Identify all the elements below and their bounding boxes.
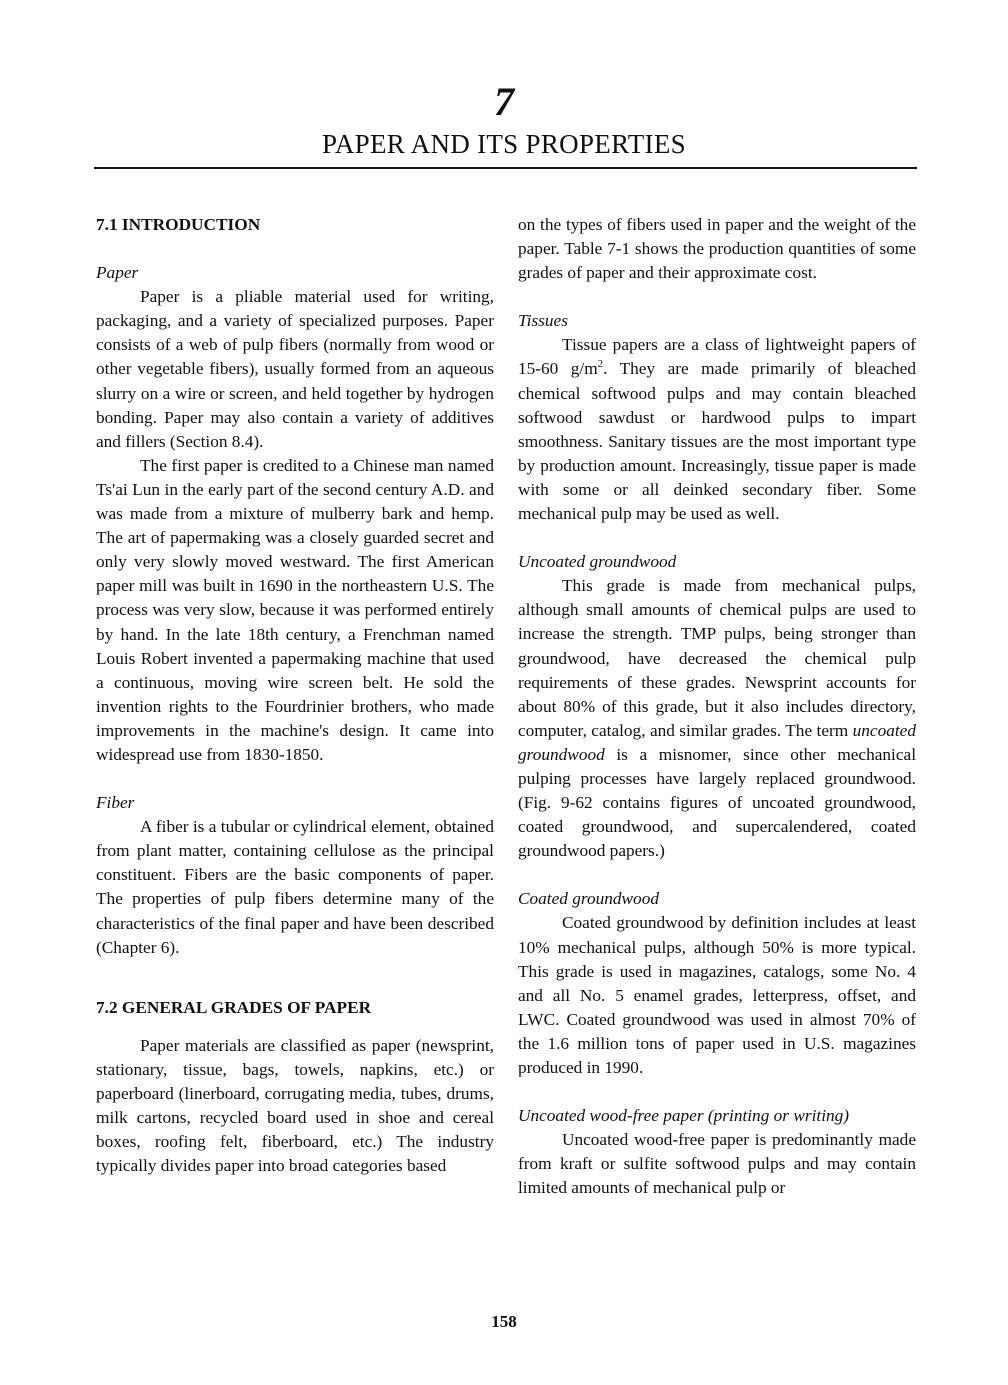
uncoated-gw-text-part1: This grade is made from mechanical pulps, although small amounts of chemical pulps are used to increase the strength. TMP pulps, being stronger than groundwood, have decreased the chemical pulp requirements of these grades. Newsprint accounts for about 80% of this grade, but it also includes directory, computer, catalog, and similar grades. The term	[518, 576, 916, 740]
chapter-title: PAPER AND ITS PROPERTIES	[322, 129, 686, 159]
superscript-squared: 2	[597, 358, 604, 371]
tissues-text-part1: Tissue papers are a class of lightweight papers of 15-60 g/m	[518, 335, 916, 379]
paragraph-paper-history: The first paper is credited to a Chinese man named Ts'ai Lun in the early part of the second century A.D. and was made from a mixture of mulberry bark and hemp. The art of papermaking was a closely guarded secret and only very slowly moved westward. The first American paper mill was built in 1690 in the northeastern U.S. The process was very slow, because it was performed entirely by hand. In the late 18th century, a Frenchman named Louis Robert invented a papermaking machine that used a continuous, moving wire screen belt. He sold the invention rights to the Fourdrinier brothers, who made improvements in the machine's design. It came into widespread use from 1830-1850.	[96, 455, 494, 764]
uncoated-gw-term: uncoated groundwood	[518, 720, 916, 764]
paragraph-uncoated-groundwood	[518, 574, 916, 863]
uncoated-gw-text-part2: is a misnomer, since other mechanical pulping processes have largely replaced groundwood. (Fig. 9-62 contains figures of uncoated groundwood, coated groundwood, and supercalendered, coated groundwood papers.)	[518, 744, 916, 861]
tissues-text-part2: . They are made primarily of bleached chemical softwood pulps and may contain bleached softwood sawdust or hardwood pulps to impart smoothness. Sanitary tissues are the most important type by production amount. Increasingly, tissue paper is made with some or all deinked secondary fiber. Some mechanical pulp may be used as well.	[518, 359, 916, 524]
paragraph-paper-definition: Paper is a pliable material used for writing, packaging, and a variety of specialized purposes. Paper consists of a web of pulp fibers (normally from wood or other vegetable fibers), usually formed from an aqueous slurry on a wire or screen, and held together by hydrogen bonding. Paper may also contain a variety of additives and fillers (Section 8.4).	[96, 287, 494, 451]
subheading-coated-groundwood: Coated groundwood	[518, 889, 659, 909]
subheading-tissues: Tissues	[518, 311, 568, 331]
paragraph-uncoated-wood-free: Uncoated wood-free paper is predominantly made from kraft or sulfite softwood pulps and may contain limited amounts of mechanical pulp or	[518, 1130, 916, 1198]
paragraph-tissues	[518, 333, 916, 526]
right-column	[518, 213, 916, 1200]
subheading-paper: Paper	[96, 263, 139, 283]
section-heading-general-grades: 7.2 GENERAL GRADES OF PAPER	[96, 997, 372, 1017]
subheading-uncoated-groundwood: Uncoated groundwood	[518, 552, 677, 572]
paragraph-grades: Paper materials are classified as paper (newsprint, stationary, tissue, bags, towels, napkins, etc.) or paperboard (linerboard, corrugating media, tubes, drums, milk cartons, recycled board used in shoe and cereal boxes, roofing felt, fiberboard, etc.) The industry typically divides paper into broad categories based	[96, 1035, 494, 1176]
left-column	[96, 213, 494, 1178]
subheading-fiber: Fiber	[96, 793, 135, 813]
subheading-uncoated-wood-free: Uncoated wood-free paper (printing or writing)	[518, 1106, 850, 1126]
section-heading-introduction: 7.1 INTRODUCTION	[96, 215, 261, 234]
paragraph-coated-groundwood: Coated groundwood by definition includes at least 10% mechanical pulps, although 50% is more typical. This grade is used in magazines, catalogs, some No. 4 and all No. 5 enamel grades, letterpress, offset, and LWC. Coated groundwood was used in almost 70% of the 1.6 million tons of paper used in U.S. magazines produced in 1990.	[518, 913, 916, 1077]
paragraph-fiber: A fiber is a tubular or cylindrical element, obtained from plant matter, containing cellulose as the principal constituent. Fibers are the basic components of paper. The properties of pulp fibers determine many of the characteristics of the final paper and have been described (Chapter 6).	[96, 817, 494, 957]
chapter-number: 7	[494, 79, 514, 124]
page-number: 158	[491, 1312, 517, 1331]
title-rule	[94, 167, 917, 169]
paragraph-grades-continued: on the types of fibers used in paper and the weight of the paper. Table 7-1 shows the production quantities of some grades of paper and their approximate cost.	[518, 215, 916, 283]
